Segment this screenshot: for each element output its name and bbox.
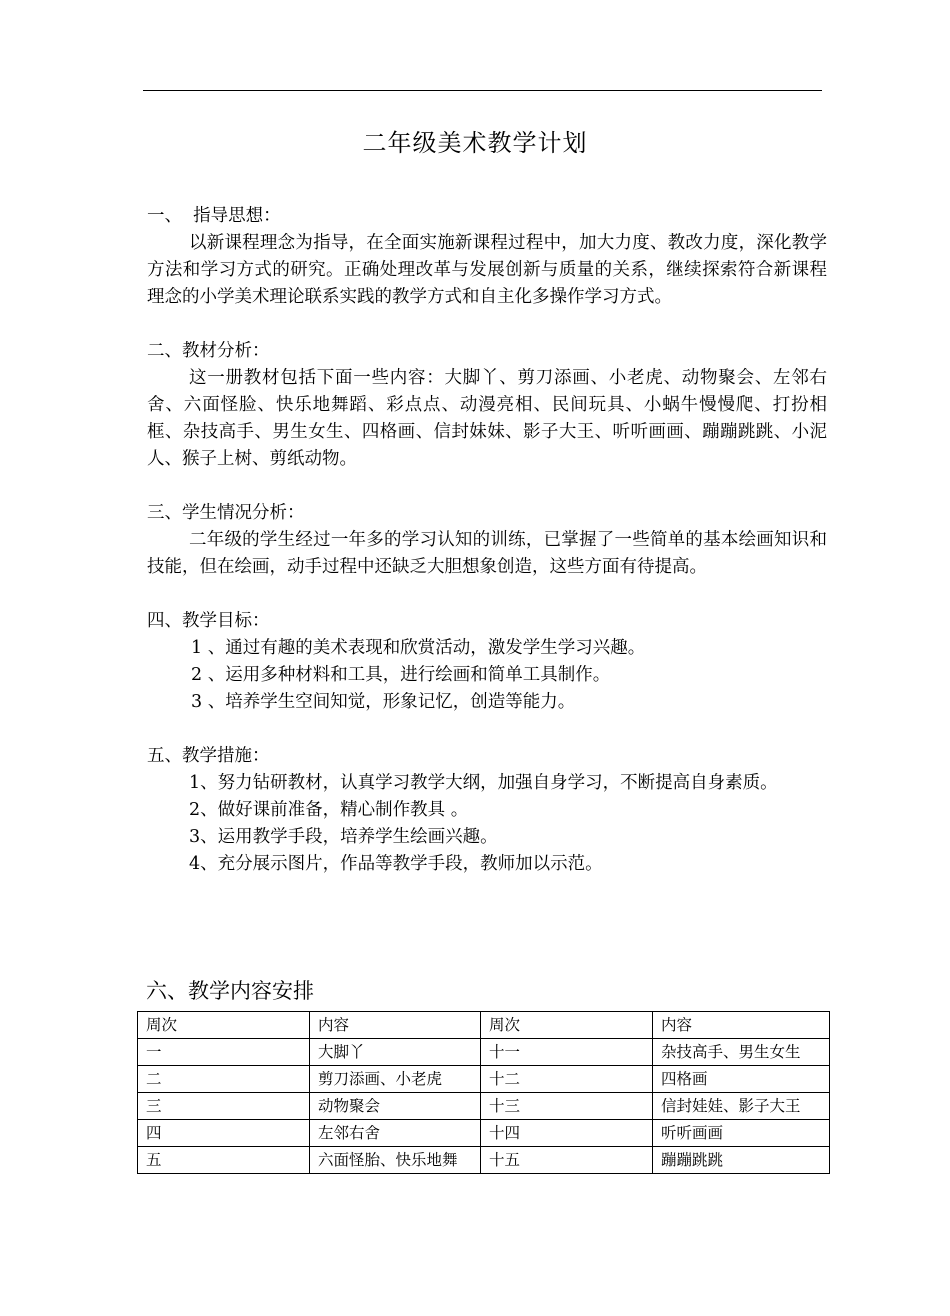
table-cell: 剪刀添画、小老虎 [310,1066,481,1093]
section-material-heading: 二、教材分析： [147,341,270,361]
document-body [147,203,827,878]
section-material-paragraph: 这一册教材包括下面一些内容：大脚丫、剪刀添画、小老虎、动物聚会、左邻右舍、六面怪脸、快乐地舞蹈、彩点点、动漫亮相、民间玩具、小蜗牛慢慢爬、打扮相框、杂技高手、男生女生、四格画、信封妹妹、影子大王、听听画画、蹦蹦跳跳、小泥人、猴子上树、剪纸动物。 [147,368,827,469]
section-schedule-heading: 六、教学内容安排 [146,979,314,1003]
measure-item: 1、努力钻研教材，认真学习教学大纲，加强自身学习，不断提高自身素质。 [189,773,778,793]
table-cell: 信封娃娃、影子大王 [653,1093,830,1120]
table-cell: 听听画画 [653,1120,830,1147]
table-cell: 四格画 [653,1066,830,1093]
table-row [138,1039,830,1066]
document-title: 二年级美术教学计划 [362,129,588,157]
table-cell: 六面怪胎、快乐地舞 [310,1147,481,1174]
section-goals-heading: 四、教学目标： [147,611,270,631]
table-cell: 杂技高手、男生女生 [653,1039,830,1066]
measure-item: 2、做好课前准备，精心制作教具 。 [189,800,469,820]
table-cell: 十五 [481,1147,653,1174]
table-cell: 左邻右舍 [310,1120,481,1147]
schedule-table [137,1011,830,1174]
table-cell: 四 [138,1120,310,1147]
header-cell: 内容 [310,1012,481,1039]
header-cell: 周次 [481,1012,653,1039]
goal-item: 1 、通过有趣的美术表现和欣赏活动，激发学生学习兴趣。 [191,638,646,658]
table-cell: 蹦蹦跳跳 [653,1147,830,1174]
goal-item: 3 、培养学生空间知觉，形象记忆，创造等能力。 [191,692,576,712]
section-students-paragraph: 二年级的学生经过一年多的学习认知的训练，已掌握了一些简单的基本绘画知识和技能，但在绘画，动手过程中还缺乏大胆想象创造，这些方面有待提高。 [147,530,827,577]
table-cell: 十四 [481,1120,653,1147]
table-cell: 二 [138,1066,310,1093]
section-students-heading: 三、学生情况分析： [147,503,305,523]
table-cell: 十三 [481,1093,653,1120]
table-row [138,1066,830,1093]
header-rule [143,90,822,91]
section-guide-heading: 一、 指导思想： [147,206,281,226]
header-cell: 周次 [138,1012,310,1039]
section-guide-paragraph: 以新课程理念为指导，在全面实施新课程过程中，加大力度、教改力度，深化教学方法和学习方式的研究。正确处理改革与发展创新与质量的关系，继续探索符合新课程理念的小学美术理论联系实践的教学方式和自主化多操作学习方式。 [147,233,827,307]
table-cell: 十一 [481,1039,653,1066]
header-cell: 内容 [653,1012,830,1039]
goal-item: 2 、运用多种材料和工具，进行绘画和简单工具制作。 [191,665,611,685]
table-row [138,1147,830,1174]
measure-item: 3、运用教学手段，培养学生绘画兴趣。 [189,827,498,847]
table-cell: 动物聚会 [310,1093,481,1120]
table-row [138,1093,830,1120]
table-cell: 三 [138,1093,310,1120]
table-cell: 大脚丫 [310,1039,481,1066]
table-row [138,1120,830,1147]
table-cell: 五 [138,1147,310,1174]
measure-item: 4、充分展示图片，作品等教学手段，教师加以示范。 [189,854,603,874]
section-measures-heading: 五、教学措施： [147,746,270,766]
table-cell: 十二 [481,1066,653,1093]
table-cell: 一 [138,1039,310,1066]
table-header-row [138,1012,830,1039]
